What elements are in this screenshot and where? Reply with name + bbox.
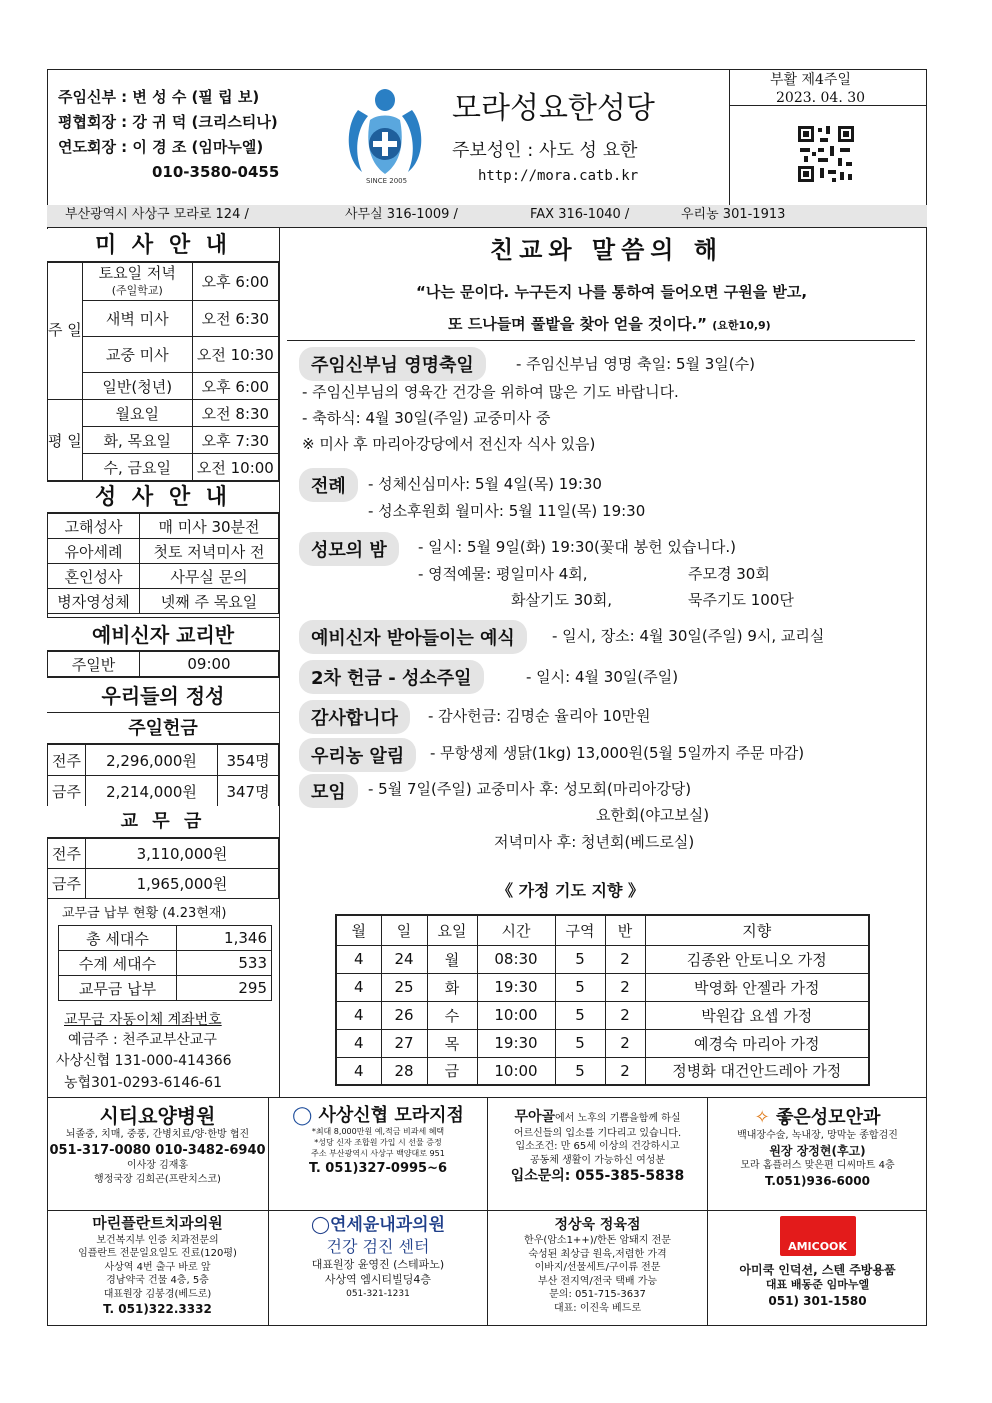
mass-time: 오전 10:30	[192, 337, 278, 373]
ad-line: 뇌졸중, 치매, 중풍, 간병치료/양·한방 협진	[65, 1129, 250, 1140]
prayer-cell: 08:30	[477, 945, 555, 973]
prayer-cell: 2	[605, 1001, 645, 1029]
mass-name: 일반(청년)	[82, 373, 192, 400]
status-label: 총 세대수	[59, 926, 177, 951]
issue-date: 2023. 04. 30	[776, 90, 866, 106]
church-name: 모라성요한성당	[452, 91, 655, 126]
prayer-cell: 2	[605, 1029, 645, 1057]
mass-time: 오후 6:00	[192, 373, 278, 400]
ad-line: 이바지/선물세트/구이류 전문	[534, 1262, 661, 1274]
ad-sub: 건강 검진 센터	[326, 1237, 430, 1257]
prayer-header: 일	[381, 915, 427, 945]
offering-amount: 2,296,000원	[86, 745, 218, 776]
scripture-quote-1: “나는 문이다. 누구든지 나를 통하여 들어오면 구원을 받고,	[416, 283, 808, 301]
prayer-table	[335, 914, 870, 1086]
status-value: 533	[177, 951, 272, 976]
council-name: 강 귀 덕 (크리스티나)	[132, 113, 278, 131]
sacrament-title: 성 사 안 내	[47, 481, 279, 513]
ad-line: 부산 전지역/전국 택배 가능	[537, 1275, 658, 1287]
legion-label: 연도회장 :	[58, 138, 128, 156]
address: 부산광역시 사상구 모라로 124 /	[65, 207, 249, 222]
notice-line: 주모경 30회	[688, 565, 770, 583]
ad-line: 입소조건: 만 65세 이상의 건강하시고	[515, 1141, 680, 1153]
prayer-cell: 박원갑 요셉 가정	[645, 1001, 869, 1029]
bank-logo-icon: ◯	[292, 1105, 313, 1126]
catechumen-table	[47, 651, 279, 677]
prayer-cell: 4	[336, 1057, 381, 1085]
ad-name: 정상욱 정육점	[554, 1217, 641, 1233]
sacrament-value: 첫토 저녁미사 전	[140, 539, 279, 564]
notice-line: - 성소후원회 월미사: 5월 11일(목) 19:30	[368, 502, 646, 520]
ad-line: 모라 홈플러스 맞은편 디씨마트 4층	[740, 1160, 895, 1172]
diocese-fee-title: 교 무 금	[47, 806, 279, 838]
scripture-ref: (요한10,9)	[712, 319, 771, 332]
amicook-logo: AMICOOK	[780, 1216, 856, 1256]
prayer-cell: 4	[336, 945, 381, 973]
mass-name: 교중 미사	[82, 337, 192, 373]
notice-title-feastday: 주임신부님 영명축일	[299, 347, 486, 381]
ad-phone: 051-321-1231	[346, 1289, 410, 1300]
prayer-cell: 5	[555, 1057, 605, 1085]
sacrament-value: 넷째 주 목요일	[140, 589, 279, 614]
prayer-cell: 화	[427, 973, 477, 1001]
prayer-header: 지향	[645, 915, 869, 945]
patron-saint: 주보성인 : 사도 성 요한	[452, 140, 638, 161]
prayer-cell: 2	[605, 973, 645, 1001]
catechumen-title: 예비신자 교리반	[47, 617, 279, 651]
ad-line: 보건복지부 인증 치과전문의	[96, 1234, 219, 1246]
notice-line: - 주임신부님의 영육간 건강을 위하여 많은 기도 바랍니다.	[302, 383, 679, 401]
prayer-cell: 5	[555, 945, 605, 973]
prayer-cell: 월	[427, 945, 477, 973]
church-logo	[340, 80, 430, 188]
pastor-name: 변 성 수 (필 립 보)	[132, 88, 260, 106]
ad-name: 마린플란트치과의원	[92, 1214, 223, 1232]
notice-line: ※ 미사 후 마리아강당에서 전신자 식사 있음)	[302, 435, 596, 453]
ad-name: 사상신협 모라지점	[318, 1105, 464, 1126]
ad-line: 경남약국 건물 4층, 5층	[106, 1275, 209, 1286]
notice-line: - 주임신부님 영명 축일: 5월 3일(수)	[516, 355, 755, 373]
notice-line: 저녁미사 후: 청년회(베드로실)	[494, 833, 695, 851]
year-title: 친교와 말씀의 해	[490, 235, 723, 264]
prayer-cell: 10:00	[477, 1057, 555, 1085]
mass-time: 오후 6:00	[192, 263, 278, 301]
notice-title-second-collection: 2차 헌금 - 성소주일	[299, 660, 484, 694]
ad-sasang-shinhyup	[269, 1104, 487, 1177]
ad-line: 어르신들의 입소를 기다리고 있습니다.	[513, 1127, 682, 1139]
mass-time: 오전 8:30	[192, 400, 278, 427]
contact-bar	[47, 205, 927, 227]
status-label: 수계 세대수	[59, 951, 177, 976]
ad-dental	[47, 1214, 268, 1317]
prayer-cell: 26	[381, 1001, 427, 1029]
legion-name: 이 경 조 (임마누엘)	[132, 138, 264, 156]
prayer-header: 반	[605, 915, 645, 945]
prayer-cell: 19:30	[477, 1029, 555, 1057]
ad-line: 임플란트 전문일요일도 진료(120평)	[78, 1248, 237, 1259]
ad-line: 대표: 이진욱 베드로	[553, 1302, 641, 1314]
status-label: 교무금 납부	[59, 976, 177, 1001]
ad-line: 대표원장 김봉경(베드로)	[103, 1288, 212, 1300]
notice-title-rite: 예비신자 받아들이는 예식	[299, 620, 527, 654]
prayer-row	[336, 1057, 869, 1085]
council-label: 평협회장 :	[58, 113, 128, 131]
ad-phone: T. 051)327-0995~6	[308, 1160, 448, 1176]
prayer-header: 월	[336, 915, 381, 945]
mass-name: 수, 금요일	[82, 454, 192, 481]
ad-phone: 문의: 051-715-3637	[549, 1289, 646, 1301]
mass-time: 오전 6:30	[192, 301, 278, 337]
ad-phone: T.051)936-6000	[765, 1173, 870, 1188]
prayer-cell: 19:30	[477, 973, 555, 1001]
sacrament-value: 매 미사 30분전	[140, 514, 279, 539]
scripture-quote-2: 또 드나들며 풀밭을 찾아 얻을 것이다.”	[448, 315, 708, 333]
sacrament-table	[47, 513, 279, 614]
prayer-cell: 4	[336, 973, 381, 1001]
ad-phone: 051) 301-1580	[768, 1294, 867, 1309]
notice-title-liturgy: 전례	[299, 468, 358, 502]
notice-line: - 감사헌금: 김명순 율리아 10만원	[428, 707, 651, 725]
ad-line: 한우(암소1++)/한돈 암돼지 전문	[524, 1235, 671, 1247]
prayer-cell: 25	[381, 973, 427, 1001]
ad-muagol	[488, 1108, 707, 1186]
prayer-row	[336, 1001, 869, 1029]
prayer-cell: 24	[381, 945, 427, 973]
notice-line: - 영적예물: 평일미사 4회,	[418, 565, 588, 583]
prayer-cell: 금	[427, 1057, 477, 1085]
mass-time: 오후 7:30	[192, 427, 278, 454]
mass-title: 미 사 안 내	[47, 229, 279, 262]
notice-line: - 성체신심미사: 5월 4일(목) 19:30	[368, 475, 602, 493]
ad-city-hospital	[47, 1104, 268, 1186]
ad-line: 대표원장 윤영진 (스테파노)	[311, 1258, 445, 1272]
prayer-cell: 목	[427, 1029, 477, 1057]
prayer-cell: 5	[555, 973, 605, 1001]
prayer-cell: 5	[555, 1029, 605, 1057]
notice-line: 요한회(야고보실)	[596, 806, 710, 824]
ad-amicook	[708, 1216, 927, 1309]
fee-week: 금주	[48, 869, 86, 899]
notice-line: - 축하식: 4월 30일(주일) 교중미사 중	[302, 409, 551, 427]
prayer-cell: 예경숙 마리아 가정	[645, 1029, 869, 1057]
fee-amount: 1,965,000원	[86, 869, 279, 899]
ad-butcher	[488, 1216, 707, 1315]
offering-week: 전주	[48, 745, 86, 776]
sunday-label: 주 일	[48, 263, 83, 400]
account-nonghyup: 농협301-0293-6146-61	[64, 1075, 222, 1091]
prayer-row	[336, 945, 869, 973]
prayer-cell: 4	[336, 1001, 381, 1029]
mass-name: 새벽 미사	[82, 301, 192, 337]
prayer-cell: 5	[555, 1001, 605, 1029]
notice-title-meeting: 모임	[299, 774, 358, 808]
ad-name: 무아골	[514, 1109, 556, 1125]
ad-line: 행정국장 김희곤(프란치스코)	[94, 1173, 221, 1185]
clinic-logo-icon: ◯	[311, 1215, 331, 1235]
ad-line: 주소 부산광역시 사상구 백양대로 951	[311, 1148, 445, 1158]
sacrament-name: 유아세례	[48, 539, 140, 564]
offering-count: 354명	[218, 745, 279, 776]
sacrament-name: 병자영성체	[48, 589, 140, 614]
notice-title-mary-night: 성모의 밤	[299, 532, 399, 566]
ad-internal-clinic	[269, 1214, 487, 1300]
prayer-cell: 박영화 안젤라 가정	[645, 973, 869, 1001]
notice-line: - 무항생제 생닭(1kg) 13,000원(5월 5일까지 주문 마감)	[430, 744, 805, 762]
ad-phone: 051-317-0080 010-3482-6940	[49, 1142, 266, 1158]
account-holder: 예금주 : 천주교부산교구	[68, 1032, 217, 1048]
fax-number: FAX 316-1040 /	[530, 207, 630, 222]
logo-since: SINCE 2005	[366, 177, 408, 185]
account-shinhyup: 사상신협 131-000-414366	[56, 1053, 232, 1069]
ad-line: 사상역 엠시티빌딩4층	[324, 1273, 432, 1287]
offering-week: 금주	[48, 776, 86, 807]
diocese-fee-table	[47, 838, 279, 899]
liturgical-season: 부활 제4주일	[770, 72, 851, 88]
farm-phone: 우리농 301-1913	[681, 207, 786, 222]
mass-name: 월요일	[82, 400, 192, 427]
notice-line: - 5월 7일(주일) 교중미사 후: 성모회(마리아강당)	[368, 780, 692, 798]
mass-schedule-table	[47, 262, 279, 481]
prayer-cell: 김종완 안토니오 가정	[645, 945, 869, 973]
fee-week: 전주	[48, 839, 86, 869]
prayer-header: 시간	[477, 915, 555, 945]
eye-logo-icon: ✧	[754, 1107, 770, 1128]
ad-line: 사상역 4번 출구 바로 앞	[104, 1261, 211, 1273]
sunday-offering-title: 주일헌금	[47, 713, 279, 744]
notice-title-farm: 우리농 알림	[299, 738, 416, 772]
prayer-cell: 2	[605, 1057, 645, 1085]
ad-line: 대표 배동준 임마누엘	[765, 1278, 870, 1292]
catechumen-label: 주일반	[48, 652, 140, 677]
prayer-cell: 10:00	[477, 1001, 555, 1029]
ad-line: 에서 노후의 기쁨을함께 하실	[555, 1113, 681, 1124]
mass-time: 오전 10:00	[192, 454, 278, 481]
account-title: 교무금 자동이체 계좌번호	[64, 1012, 222, 1028]
prayer-header: 요일	[427, 915, 477, 945]
notice-line: - 일시: 5월 9일(화) 19:30(꽃대 봉헌 있습니다.)	[418, 538, 736, 556]
ad-line: 아미쿡 인덕션, 스텐 주방용품	[739, 1263, 896, 1277]
office-phone: 사무실 316-1009 /	[345, 207, 458, 222]
ad-line: *성당 신자 조합원 가입 시 선물 증정	[314, 1138, 442, 1148]
notice-line: 묵주기도 100단	[688, 591, 794, 609]
prayer-cell: 수	[427, 1001, 477, 1029]
ad-line: 원장 장정현(후고)	[769, 1143, 866, 1158]
qr-code[interactable]	[796, 124, 856, 184]
weekday-label: 평 일	[48, 400, 83, 481]
ad-line: *최대 8,000만원 예,적금 비과세 혜택	[311, 1127, 445, 1137]
mass-sub: (주일학교)	[111, 283, 163, 297]
prayer-cell: 정병화 대건안드레아 가정	[645, 1057, 869, 1085]
ad-name: 시티요양병원	[99, 1104, 216, 1128]
ad-eye-clinic	[708, 1106, 927, 1189]
notice-line: - 일시, 장소: 4월 30일(주일) 9시, 교리실	[552, 627, 825, 645]
offering-amount: 2,214,000원	[86, 776, 218, 807]
ad-phone: T. 051)322.3332	[103, 1302, 212, 1316]
prayer-header: 구역	[555, 915, 605, 945]
church-url[interactable]: http://mora.catb.kr	[478, 168, 639, 184]
ad-line: 숙성된 최상급 원육,저렴한 가격	[528, 1248, 667, 1260]
prayer-row	[336, 973, 869, 1001]
pastor-label: 주임신부 :	[58, 88, 128, 106]
prayer-row	[336, 1029, 869, 1057]
ad-name: 연세윤내과의원	[330, 1215, 445, 1235]
prayer-cell: 4	[336, 1029, 381, 1057]
fee-amount: 3,110,000원	[86, 839, 279, 869]
prayer-title: 《 가정 기도 지향 》	[497, 881, 645, 900]
mass-name: 화, 목요일	[82, 427, 192, 454]
mass-name: 토요일 저녁	[98, 263, 176, 282]
prayer-cell: 27	[381, 1029, 427, 1057]
fee-status-table	[58, 925, 272, 1001]
status-value: 295	[177, 976, 272, 1001]
notice-line: - 일시: 4월 30일(주일)	[526, 668, 679, 686]
ad-name: 좋은성모안과	[776, 1107, 881, 1128]
sacrament-name: 혼인성사	[48, 564, 140, 589]
prayer-cell: 28	[381, 1057, 427, 1085]
ad-line: 공동체 생활이 가능하신 여성분	[529, 1154, 666, 1166]
catechumen-time: 09:00	[140, 652, 279, 677]
notice-line: 화살기도 30회,	[511, 591, 613, 609]
notice-title-thanks: 감사합니다	[299, 700, 410, 734]
fee-status-title: 교무금 납부 현황 (4.23현재)	[62, 906, 227, 921]
contact-phone: 010-3580-0455	[152, 163, 280, 181]
sunday-offering-table	[47, 744, 279, 807]
prayer-cell: 2	[605, 945, 645, 973]
status-value: 1,346	[177, 926, 272, 951]
sacrament-value: 사무실 문의	[140, 564, 279, 589]
offering-count: 347명	[218, 776, 279, 807]
ad-phone: 입소문의: 055-385-5838	[510, 1168, 685, 1185]
ad-line: 이사장 김재홍	[126, 1160, 189, 1172]
ad-line: 백내장수술, 녹내장, 망막눈 종합검진	[737, 1130, 898, 1142]
offering-title: 우리들의 정성	[47, 677, 279, 713]
sacrament-name: 고해성사	[48, 514, 140, 539]
